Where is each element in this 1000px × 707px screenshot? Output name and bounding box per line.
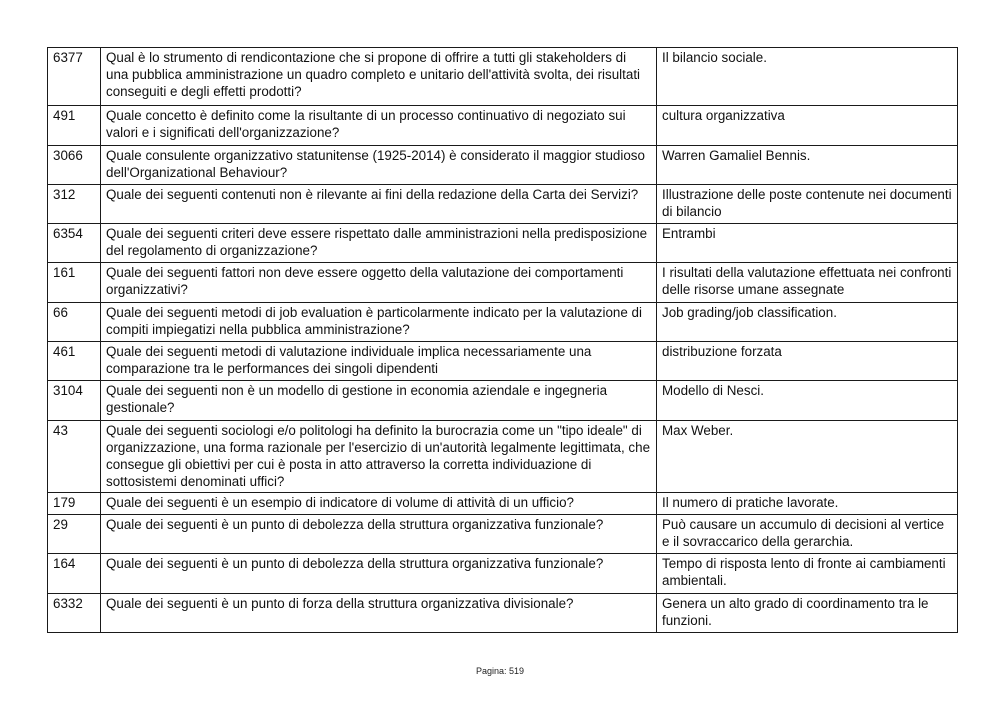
row-answer: Modello di Nesci. [657,381,958,421]
row-answer: Può causare un accumulo di decisioni al vertice e il sovraccarico della gerarchia. [657,515,958,554]
table-row [48,146,958,185]
row-question: Quale dei seguenti è un esempio di indicatore di volume di attività di un ufficio? [101,493,657,515]
table-row [48,554,958,594]
row-question: Quale dei seguenti fattori non deve essere oggetto della valutazione dei comportamenti organizzativi? [101,263,657,303]
row-id: 491 [48,106,101,146]
table-row [48,48,958,106]
row-id: 6377 [48,48,101,106]
row-id: 6332 [48,594,101,633]
table-row [48,493,958,515]
table-row [48,185,958,224]
row-id: 179 [48,493,101,515]
row-answer: Tempo di risposta lento di fronte ai cambiamenti ambientali. [657,554,958,594]
row-id: 66 [48,303,101,342]
row-question: Quale dei seguenti è un punto di forza della struttura organizzativa divisionale? [101,594,657,633]
table-row [48,106,958,146]
table-row [48,515,958,554]
row-question: Quale dei seguenti criteri deve essere rispettato dalle amministrazioni nella predisposizione del regolamento di organizzazione? [101,224,657,263]
table-row [48,263,958,303]
table-row [48,594,958,633]
row-id: 29 [48,515,101,554]
table-row [48,224,958,263]
row-question: Quale dei seguenti sociologi e/o politologi ha definito la burocrazia come un "tipo ideale" di organizzazione, una forma razionale per l'esercizio di un'autorità legalmente legittimata, che consegue gli obiettivi per cui è posta in atto attraverso la corretta individuazione di sottosistemi denominati uffici? [101,421,657,493]
row-answer: Illustrazione delle poste contenute nei documenti di bilancio [657,185,958,224]
row-answer: distribuzione forzata [657,342,958,381]
page-number: Pagina: 519 [475,666,525,676]
row-question: Qual è lo strumento di rendicontazione che si propone di offrire a tutti gli stakeholders di una pubblica amministrazione un quadro completo e unitario dell'attività svolta, dei risultati conseguiti e degli effetti prodotti? [101,48,657,106]
row-id: 3104 [48,381,101,421]
row-id: 43 [48,421,101,493]
table-row [48,381,958,421]
row-answer: cultura organizzativa [657,106,958,146]
row-question: Quale concetto è definito come la risultante di un processo continuativo di negoziato sui valori e i significati dell'organizzazione? [101,106,657,146]
table-row [48,342,958,381]
row-id: 164 [48,554,101,594]
row-question: Quale dei seguenti contenuti non è rilevante ai fini della redazione della Carta dei Servizi? [101,185,657,224]
row-answer: Il bilancio sociale. [657,48,958,106]
document-page [47,47,957,633]
row-answer: Max Weber. [657,421,958,493]
row-question: Quale dei seguenti metodi di job evaluation è particolarmente indicato per la valutazione di compiti impiegatizi nella pubblica amministrazione? [101,303,657,342]
row-id: 312 [48,185,101,224]
row-answer: Entrambi [657,224,958,263]
table-row [48,421,958,493]
row-answer: Genera un alto grado di coordinamento tra le funzioni. [657,594,958,633]
row-id: 3066 [48,146,101,185]
row-answer: Warren Gamaliel Bennis. [657,146,958,185]
row-question: Quale dei seguenti è un punto di debolezza della struttura organizzativa funzionale? [101,515,657,554]
row-answer: I risultati della valutazione effettuata nei confronti delle risorse umane assegnate [657,263,958,303]
row-answer: Job grading/job classification. [657,303,958,342]
row-question: Quale consulente organizzativo statunitense (1925-2014) è considerato il maggior studioso dell'Organizational Behaviour? [101,146,657,185]
row-answer: Il numero di pratiche lavorate. [657,493,958,515]
row-question: Quale dei seguenti non è un modello di gestione in economia aziendale e ingegneria gestionale? [101,381,657,421]
row-id: 161 [48,263,101,303]
row-question: Quale dei seguenti è un punto di debolezza della struttura organizzativa funzionale? [101,554,657,594]
question-answer-table [47,47,958,633]
row-id: 461 [48,342,101,381]
row-question: Quale dei seguenti metodi di valutazione individuale implica necessariamente una comparazione tra le performances dei singoli dipendenti [101,342,657,381]
row-id: 6354 [48,224,101,263]
table-row [48,303,958,342]
